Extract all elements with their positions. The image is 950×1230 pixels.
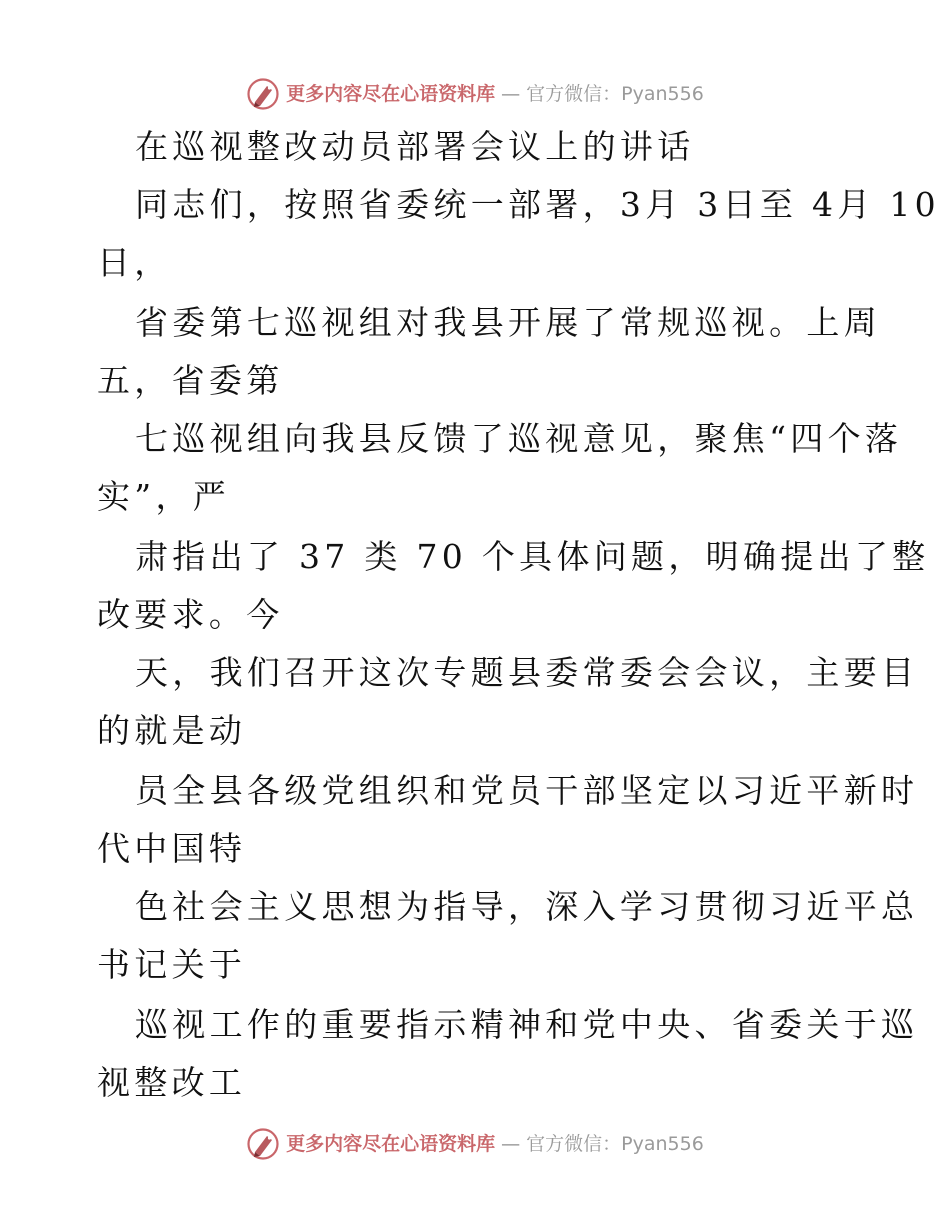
text-line: 书记关于	[97, 945, 247, 984]
text-line: 色社会主义思想为指导，深入学习贯彻习近平总	[135, 887, 919, 926]
text-line: 员全县各级党组织和党员干部坚定以习近平新时	[135, 771, 919, 810]
banner-wechat-text: 官方微信：Pyan556	[526, 82, 704, 105]
text-line: 视整改工	[97, 1063, 247, 1102]
text-line: 代中国特	[97, 829, 247, 868]
text-line: 实”，严	[97, 477, 231, 516]
text-line: 五，省委第	[97, 361, 284, 400]
header-banner	[0, 77, 950, 111]
document-title: 在巡视整改动员部署会议上的讲话	[135, 127, 695, 166]
banner-dash: —	[501, 82, 521, 105]
text-line: 巡视工作的重要指示精神和党中央、省委关于巡	[135, 1005, 919, 1044]
pen-logo-icon	[246, 1127, 280, 1161]
banner-main-text: 更多内容尽在心语资料库	[286, 82, 496, 105]
banner-dash: —	[501, 1132, 521, 1155]
text-line: 天，我们召开这次专题县委常委会会议，主要目	[135, 653, 919, 692]
text-line: 七巡视组向我县反馈了巡视意见，聚焦“四个落	[135, 419, 903, 458]
text-line: 改要求。今	[97, 595, 284, 634]
pen-logo-icon	[246, 77, 280, 111]
banner-wechat-text: 官方微信：Pyan556	[526, 1132, 704, 1155]
text-line: 肃指出了 37 类 70 个具体问题，明确提出了整	[135, 537, 930, 576]
text-line: 的就是动	[97, 711, 247, 750]
footer-banner	[0, 1127, 950, 1161]
banner-main-text: 更多内容尽在心语资料库	[286, 1132, 496, 1155]
text-line: 日，	[97, 243, 172, 282]
text-line: 同志们，按照省委统一部署，3月 3日至 4月 10	[135, 185, 940, 224]
text-line: 省委第七巡视组对我县开展了常规巡视。上周	[135, 303, 881, 342]
